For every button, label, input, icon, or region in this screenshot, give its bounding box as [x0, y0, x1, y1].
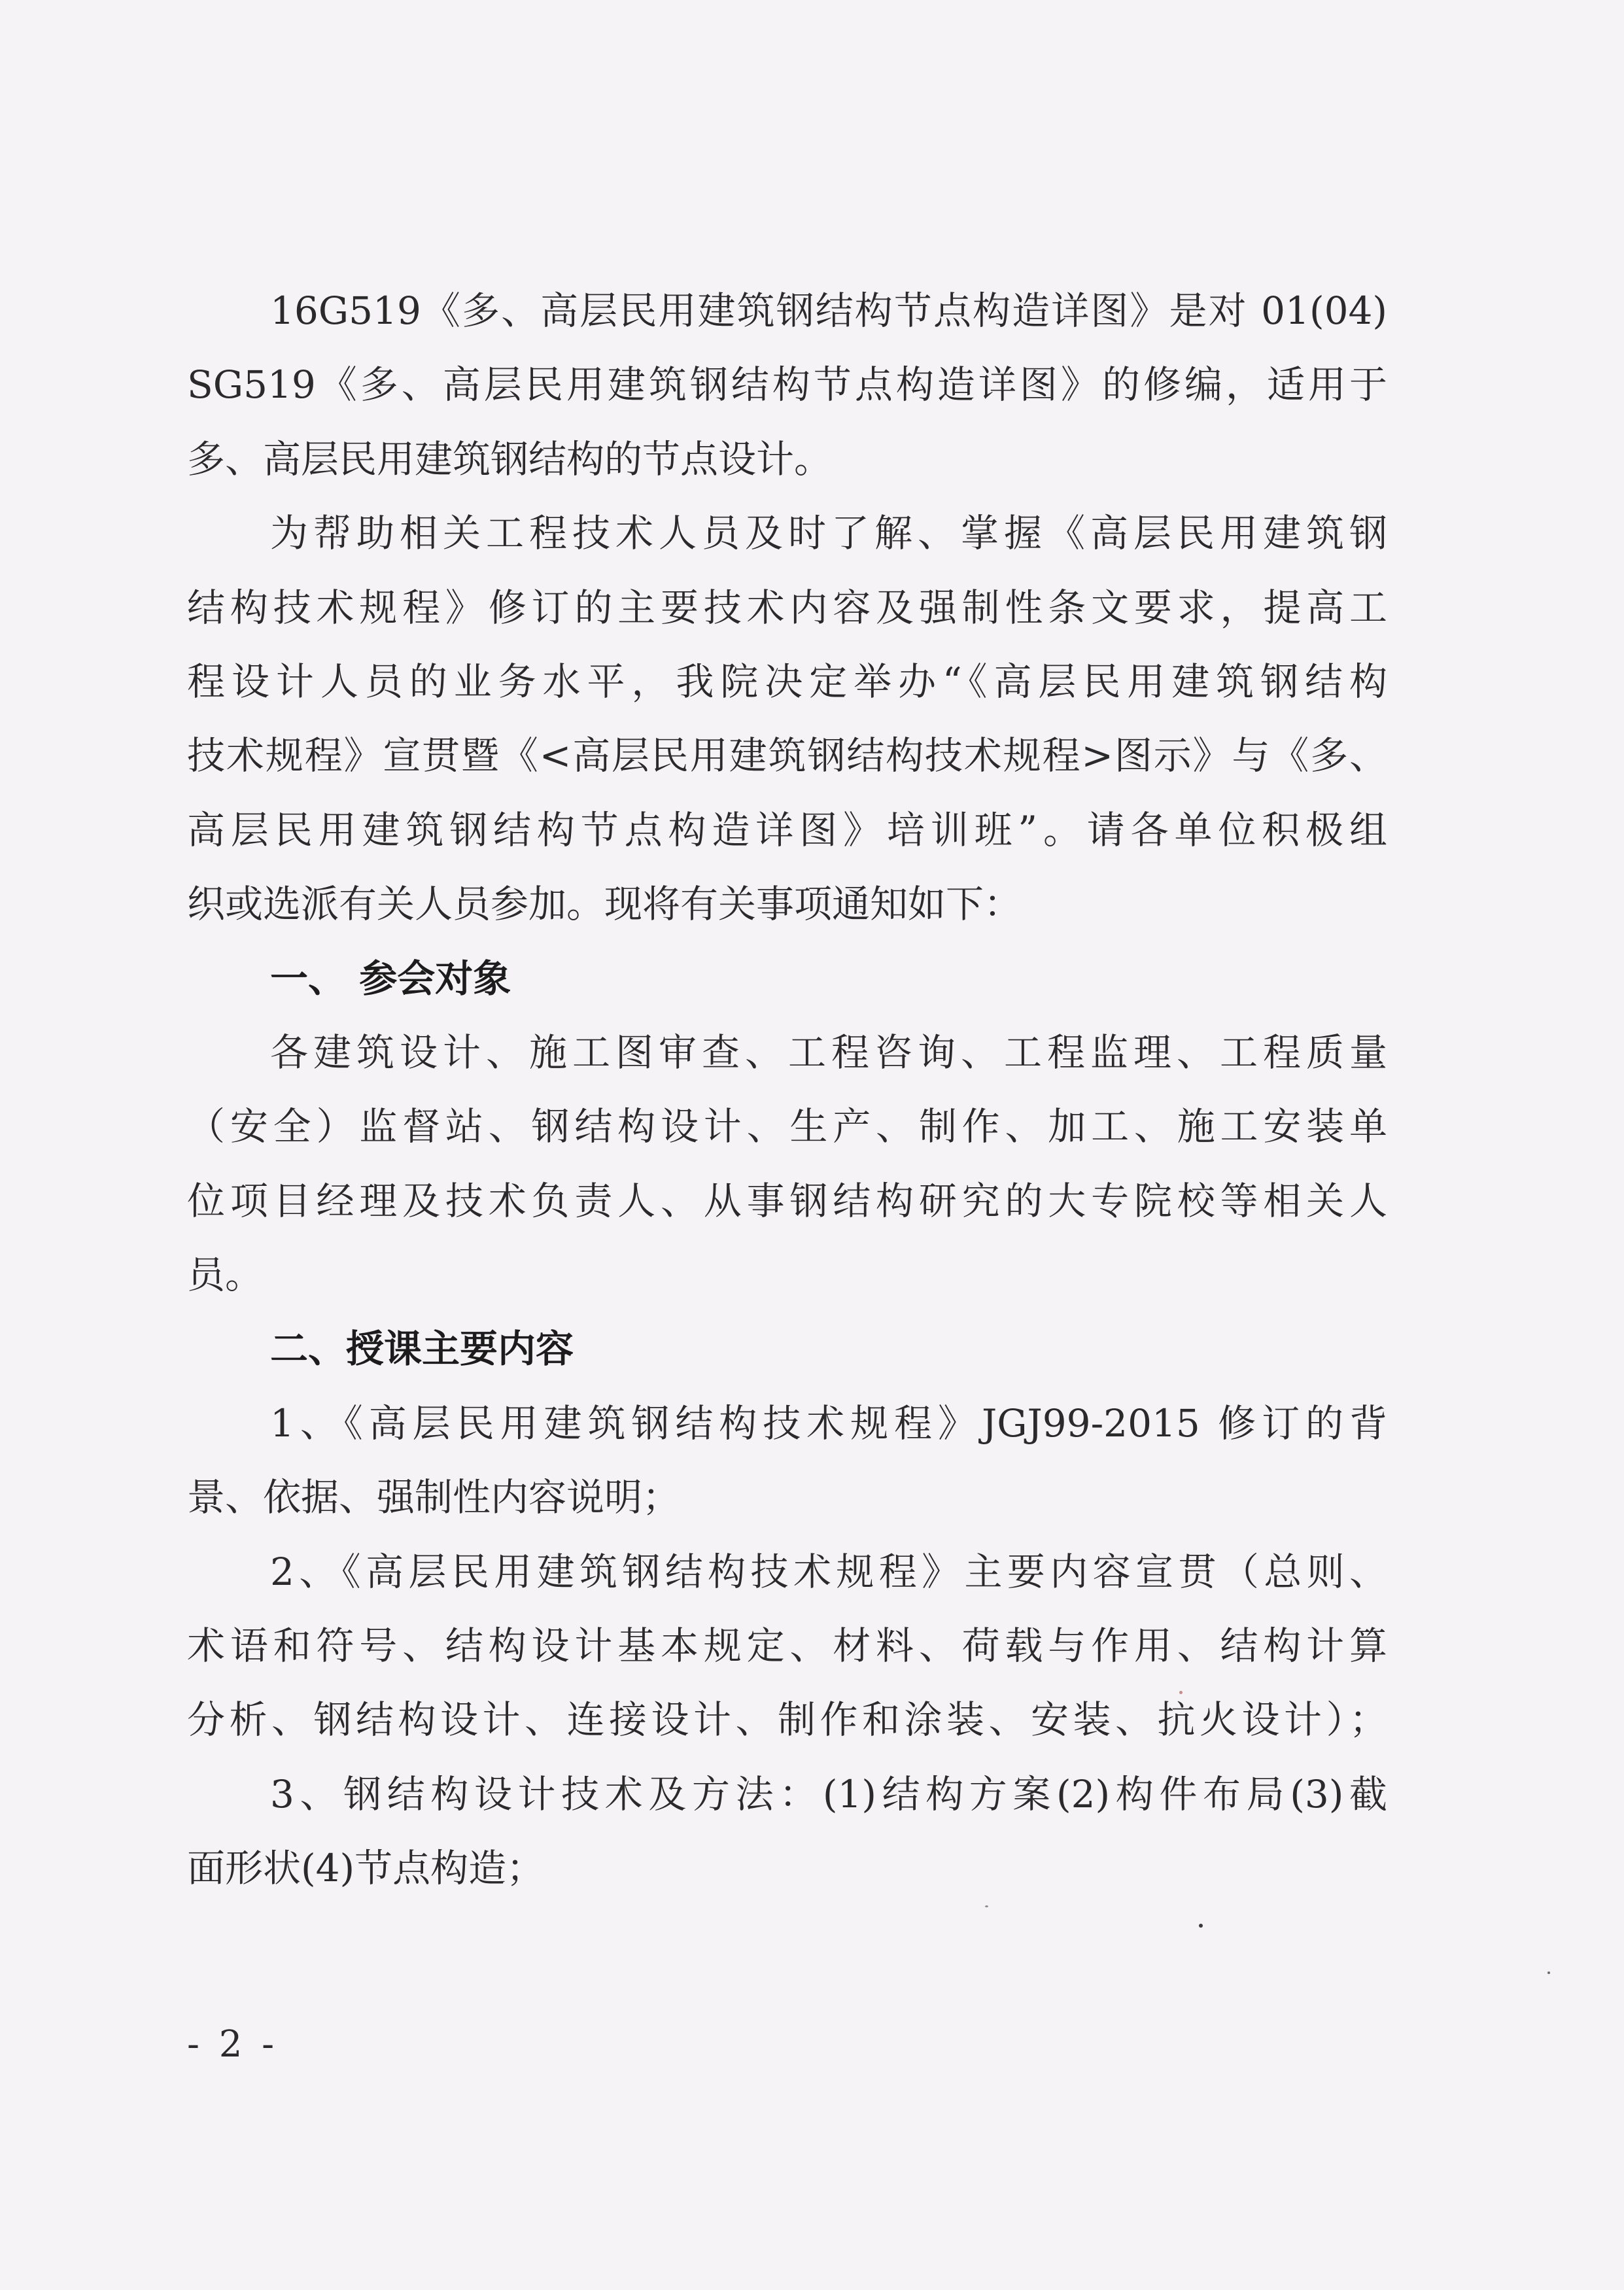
section-2-item-1-line-2: 景、依据、强制性内容说明； — [187, 1475, 681, 1520]
scan-speck — [1179, 1691, 1183, 1694]
intro-paragraph-2-line-4: 技术规程》宣贯暨《<高层民用建筑钢结构技术规程>图示》与《多、 — [187, 733, 1387, 778]
section-2-item-3-line-2: 面形状(4)节点构造； — [187, 1846, 545, 1891]
section-2-item-1-line-1: 1、《高层民用建筑钢结构技术规程》JGJ99-2015 修订的背 — [270, 1400, 1387, 1446]
intro-paragraph-1-line-3: 多、高层民用建筑钢结构的节点设计。 — [187, 436, 833, 481]
intro-paragraph-2-line-2: 结构技术规程》修订的主要技术内容及强制性条文要求，提高工 — [187, 585, 1387, 630]
section-2-item-2-line-2: 术语和符号、结构设计基本规定、材料、荷载与作用、结构计算 — [187, 1623, 1387, 1669]
scan-speck — [1547, 1971, 1550, 1974]
intro-paragraph-2-line-1: 为帮助相关工程技术人员及时了解、掌握《高层民用建筑钢 — [270, 511, 1387, 556]
document-body — [187, 274, 1387, 1906]
scan-speck — [1199, 1924, 1203, 1928]
intro-paragraph-2-line-5: 高层民用建筑钢结构节点构造详图》培训班”。请各单位积极组 — [187, 807, 1387, 852]
intro-paragraph-2-line-6: 织或选派有关人员参加。现将有关事项通知如下： — [187, 882, 1022, 927]
section-2-item-3-line-1: 3、钢结构设计技术及方法：(1)结构方案(2)构件布局(3)截 — [270, 1771, 1387, 1816]
section-1-line-3: 位项目经理及技术负责人、从事钢结构研究的大专院校等相关人 — [187, 1178, 1387, 1223]
intro-paragraph-1-line-2: SG519《多、高层民用建筑钢结构节点构造详图》的修编，适用于 — [187, 362, 1387, 408]
section-1-line-4: 员。 — [187, 1253, 264, 1298]
intro-paragraph-2-line-3: 程设计人员的业务水平，我院决定举办“《高层民用建筑钢结构 — [187, 659, 1387, 704]
section-2-heading: 二、授课主要内容 — [270, 1327, 574, 1372]
intro-paragraph-1-line-1: 16G519《多、高层民用建筑钢结构节点构造详图》是对 01(04) — [270, 288, 1387, 333]
section-1-line-1: 各建筑设计、施工图审查、工程咨询、工程监理、工程质量 — [270, 1030, 1387, 1075]
section-2-item-2-line-1: 2、《高层民用建筑钢结构技术规程》主要内容宣贯（总则、 — [270, 1549, 1387, 1594]
scan-speck — [985, 1905, 988, 1907]
section-1-line-2: （安全）监督站、钢结构设计、生产、制作、加工、施工安装单 — [187, 1104, 1387, 1149]
section-2-item-2-line-3: 分析、钢结构设计、连接设计、制作和涂装、安装、抗火设计）； — [187, 1697, 1387, 1743]
page-number: - 2 - — [187, 2023, 279, 2066]
section-1-heading: 一、 参会对象 — [270, 956, 511, 1001]
